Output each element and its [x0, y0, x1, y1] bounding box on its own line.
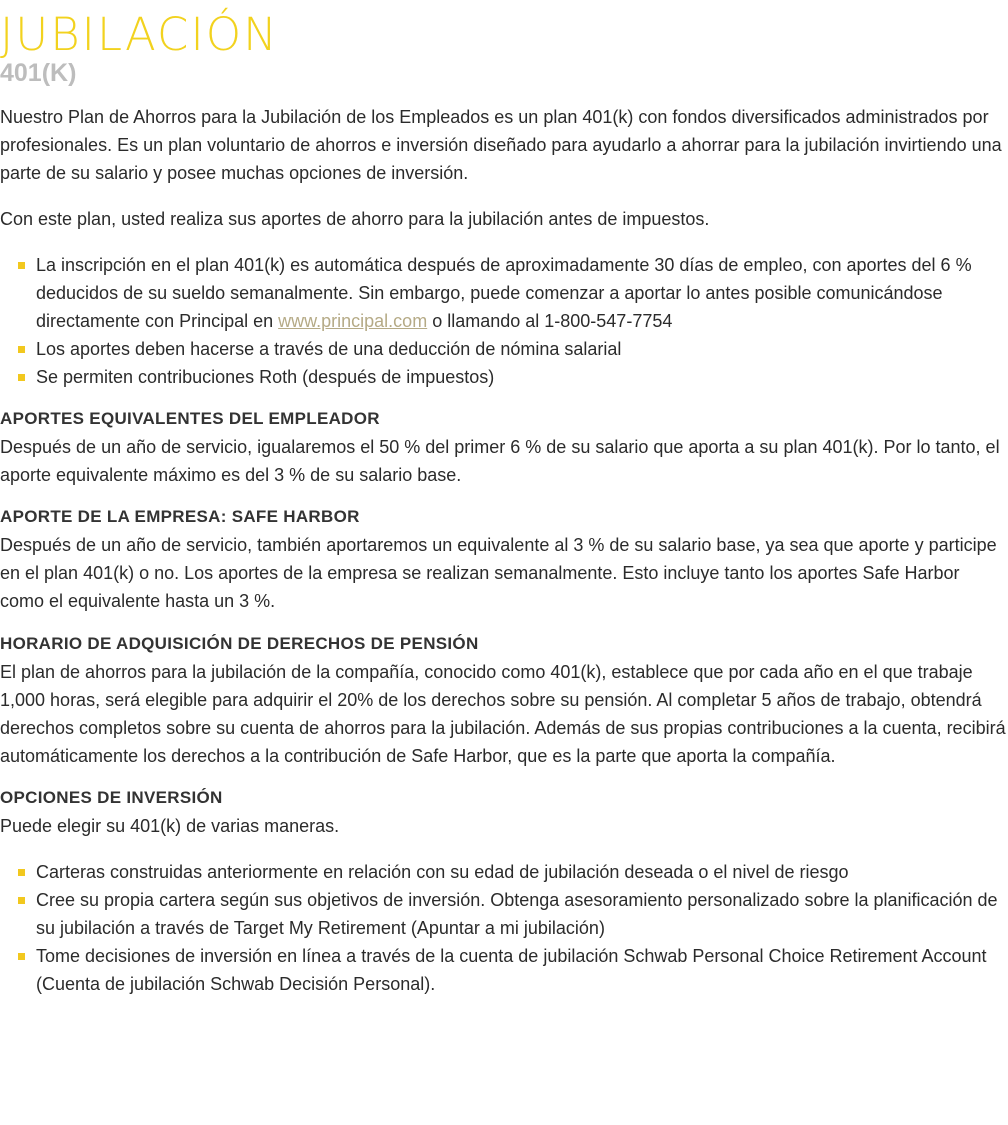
principal-link[interactable]: www.principal.com: [278, 311, 428, 331]
vesting-heading: HORARIO DE ADQUISICIÓN DE DERECHOS DE PENSIÓN: [0, 634, 479, 653]
enrollment-text: La inscripción en el plan 401(k) es automática después de aproximadamente 30 días de empleo, con aportes del 6 % deducidos de su sueldo semanalmente. Sin embargo, puede comenzar a aportar lo antes posible comunicándose directamente con Principal en: [36, 255, 972, 331]
list-item-own-portfolio: Cree su propia cartera según sus objetivos de inversión. Obtenga asesoramiento personalizado sobre la planificación de su jubilación a través de Target My Retirement (Apuntar a mi jubilación): [36, 886, 1008, 942]
vesting-body: El plan de ahorros para la jubilación de la compañía, conocido como 401(k), establece que por cada año en el que trabaje 1,000 horas, será elegible para adquirir el 20% de los derechos sobre su pensión. Al completar 5 años de trabajo, obtendrá derechos completos sobre su cuenta de ahorros para la jubilación. Además de sus propias contribuciones a la cuenta, recibirá automáticamente los derechos a la contribución de Safe Harbor, que es la parte que aporta la compañía.: [0, 662, 1006, 766]
enrollment-phone-text: o llamando al 1-800-547-7754: [427, 311, 673, 331]
list-item-roth: Se permiten contribuciones Roth (después de impuestos): [36, 363, 1008, 391]
plan-bullet-list: [0, 251, 1008, 391]
list-item-enrollment: [36, 251, 1008, 335]
employer-match-heading: APORTES EQUIVALENTES DEL EMPLEADOR: [0, 409, 380, 428]
investment-bullet-list: [0, 858, 1008, 998]
page-subtitle: 401(K): [0, 59, 77, 87]
page-title: JUBILACIÓN: [0, 8, 279, 61]
safe-harbor-heading: APORTE DE LA EMPRESA: SAFE HARBOR: [0, 507, 360, 526]
list-item-payroll: Los aportes deben hacerse a través de una deducción de nómina salarial: [36, 335, 1008, 363]
investment-body: Puede elegir su 401(k) de varias maneras.: [0, 816, 340, 836]
intro-paragraph-pretax: Con este plan, usted realiza sus aportes de ahorro para la jubilación antes de impuestos.: [0, 209, 710, 229]
safe-harbor-body: Después de un año de servicio, también aportaremos un equivalente al 3 % de su salario base, ya sea que aporte y participe en el plan 401(k) o no. Los aportes de la empresa se realizan semanalmente. Esto incluye tanto los aportes Safe Harbor como el equivalente hasta un 3 %.: [0, 535, 997, 611]
investment-heading: OPCIONES DE INVERSIÓN: [0, 788, 223, 807]
intro-paragraph: Nuestro Plan de Ahorros para la Jubilación de los Empleados es un plan 401(k) con fondos diversificados administrados por profesionales. Es un plan voluntario de ahorros e inversión diseñado para ayudarlo a ahorrar para la jubilación invirtiendo una parte de su salario y posee muchas opciones de inversión.: [0, 107, 1002, 183]
employer-match-body: Después de un año de servicio, igualaremos el 50 % del primer 6 % de su salario que aporta a su plan 401(k). Por lo tanto, el aporte equivalente máximo es del 3 % de su salario base.: [0, 437, 1000, 485]
list-item-schwab-account: Tome decisiones de inversión en línea a través de la cuenta de jubilación Schwab Personal Choice Retirement Account (Cuenta de jubilación Schwab Decisión Personal).: [36, 942, 1008, 998]
list-item-prebuilt-portfolios: Carteras construidas anteriormente en relación con su edad de jubilación deseada o el nivel de riesgo: [36, 858, 1008, 886]
